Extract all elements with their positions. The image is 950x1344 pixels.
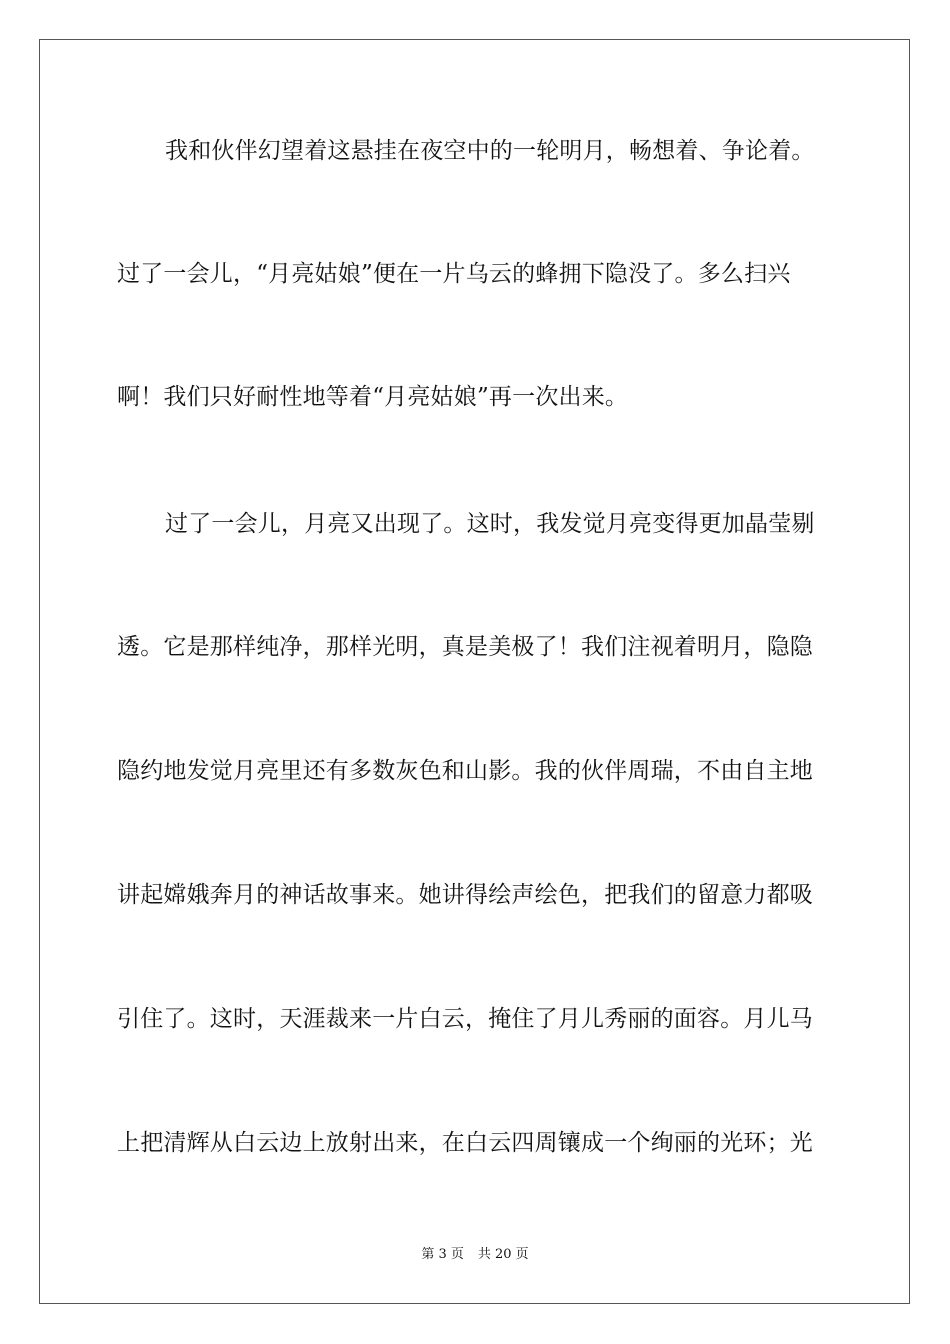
page-total: 共 20 页 xyxy=(477,1247,529,1262)
body-text-line: 讲起嫦娥奔月的神话故事来。她讲得绘声绘色，把我们的留意力都吸 xyxy=(117,882,813,908)
body-text-line: 过了一会儿，月亮又出现了。这时，我发觉月亮变得更加晶莹剔 xyxy=(165,511,815,537)
page-border xyxy=(39,39,910,1304)
body-text-line: 我和伙伴幻望着这悬挂在夜空中的一轮明月，畅想着、争论着。 xyxy=(165,138,815,164)
body-text-line: 隐约地发觉月亮里还有多数灰色和山影。我的伙伴周瑞，不由自主地 xyxy=(117,758,813,784)
body-text-line: 过了一会儿，“月亮姑娘”便在一片乌云的蜂拥下隐没了。多么扫兴 xyxy=(117,261,791,287)
body-text-line: 透。它是那样纯净，那样光明，真是美极了！我们注视着明月，隐隐 xyxy=(117,634,813,660)
body-text-line: 引住了。这时，天涯裁来一片白云，掩住了月儿秀丽的面容。月儿马 xyxy=(117,1006,813,1032)
body-text-line: 上把清辉从白云边上放射出来，在白云四周镶成一个绚丽的光环；光 xyxy=(117,1130,813,1156)
page-number: 第 3 页 xyxy=(421,1247,464,1262)
body-text-line: 啊！我们只好耐性地等着“月亮姑娘”再一次出来。 xyxy=(117,384,629,410)
page-footer xyxy=(0,1246,950,1264)
